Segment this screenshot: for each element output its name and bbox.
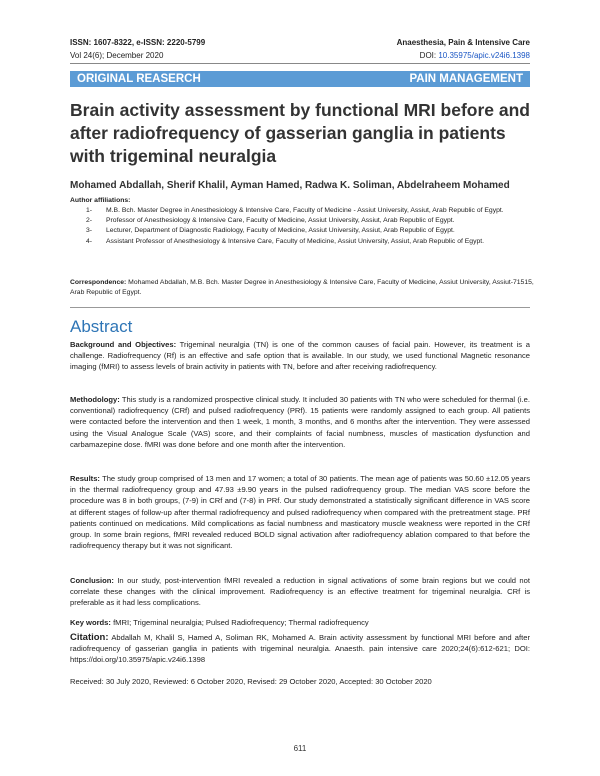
- affiliation-item: [70, 226, 540, 236]
- article-type-label: ORIGINAL REASERCH: [77, 73, 201, 85]
- volume-text: Vol 24(6); December 2020: [70, 51, 164, 60]
- article-title: Brain activity assessment by functional MRI before and after radiofrequency of gasserian ganglia in patients with trigeminal neuralgia: [70, 100, 530, 166]
- affiliation-number: 4-: [86, 237, 93, 245]
- doi-label: DOI:: [419, 51, 437, 60]
- affiliation-text: Assistant Professor of Anesthesiology & Intensive Care, Faculty of Medicine, Assiut University, Assiut, Arab Republic of Egypt.: [106, 237, 485, 245]
- issn-text: ISSN: 1607-8322, e-ISSN: 2220-5799: [70, 38, 206, 47]
- header-divider: [70, 63, 530, 64]
- section-label: PAIN MANAGEMENT: [409, 73, 523, 85]
- correspondence-label: Correspondence:: [70, 279, 127, 286]
- citation-text: Abdallah M, Khalil S, Hamed A, Soliman RK, Mohamed A. Brain activity assessment by functional MRI before and after radiofrequency of gasserian ganglia in patients with trigeminal neuralgia. Anaesth. pain intensive care 2020;24(6):612-621; DOI: https://doi.org/10.35975/apic.v24i6.1398: [70, 633, 530, 665]
- conclusion-label: Conclusion:: [70, 576, 114, 585]
- methodology-label: Methodology:: [70, 395, 120, 404]
- affiliation-text: M.B. Bch. Master Degree in Anesthesiology & Intensive Care, Faculty of Medicine - Assiut University, Assiut, Arab Republic of Egypt.: [106, 207, 504, 214]
- affiliations-heading: Author affiliations:: [70, 197, 131, 204]
- conclusion-paragraph: [70, 575, 530, 609]
- correspondence-text: Mohamed Abdallah, M.B. Bch. Master Degree in Anesthesiology & Intensive Care, Faculty of Medicine, Assiut University, Assiut-71515, Arab Republic of Egypt.: [70, 279, 534, 296]
- author-list: Mohamed Abdallah, Sherif Khalil, Ayman Hamed, Radwa K. Soliman, Abdelraheem Mohamed: [70, 180, 510, 191]
- conclusion-text: In our study, post-intervention fMRI revealed a reduction in signal activations of some brain regions but we could not correlate these changes with the clinical improvement. Radiofrequency is an effective treatment for trigeminal neuralgia. CRf is preferable as it had less complications.: [70, 576, 530, 608]
- abstract-divider: [70, 307, 530, 308]
- methodology-paragraph: [70, 394, 530, 450]
- journal-header-top: [70, 38, 530, 47]
- affiliation-text: Lecturer, Department of Diagnostic Radiology, Faculty of Medicine, Assiut University, Assiut, Arab Republic of Egypt.: [106, 227, 455, 235]
- affiliations-list: [70, 206, 540, 247]
- background-text: Trigeminal neuralgia (TN) is one of the common causes of facial pain. However, its treatment is a challenge. Radiofrequency (Rf) is an effective and safe option that is available. In our study, we used functional Magnetic resonance imaging (fMRI) to assess levels of brain activity in patients with TN, before and after receiving radiofrequency.: [70, 340, 530, 372]
- citation-paragraph: [70, 632, 530, 666]
- abstract-heading: Abstract: [70, 317, 133, 336]
- keywords-text: fMRI; Trigeminal neuralgia; Pulsed Radiofrequency; Thermal radiofrequency: [113, 618, 369, 627]
- affiliation-item: [70, 237, 540, 247]
- affiliation-text: Professor of Anesthesiology & Intensive Care, Faculty of Medicine, Assiut University, Assiut, Arab Republic of Egypt.: [106, 217, 455, 225]
- affiliation-item: [70, 216, 540, 226]
- affiliation-item: [70, 206, 540, 216]
- journal-name: Anaesthesia, Pain & Intensive Care: [396, 38, 530, 47]
- results-text: The study group comprised of 13 men and 17 women; a total of 30 patients. The mean age of patients was 50.60 ±12.05 years in the thermal radiofrequency group and 47.93 ±9.90 years in the pulsed radiofrequency group. The median VAS score before the procedure was 8 in both groups, (7-9) in CRf and (7-8) in PRf. Our study demonstrated a statistically significant difference in VAS score at different stages of follow-up after thermal radiofrequency and pulsed radiofrequency when compared with the pretreatment stage. PRf patients continued on medications. Mild complications as facial numbness and masticatory muscle weakness were reported in the CRf group. In some brain regions, fMRI revealed reduced BOLD signal activation after radiofrequency ablation compared to that before the radiofrequency therapy but it was not significant.: [70, 474, 530, 551]
- keywords-label: Key words:: [70, 618, 111, 627]
- affiliation-number: 2-: [86, 217, 93, 225]
- results-label: Results:: [70, 474, 100, 483]
- keywords-paragraph: [70, 617, 530, 628]
- background-paragraph: [70, 339, 530, 373]
- affiliation-number: 1-: [86, 207, 93, 214]
- doi-link[interactable]: 10.35975/apic.v24i6.1398: [438, 51, 530, 60]
- affiliation-number: 3-: [86, 227, 93, 235]
- page-number: 611: [293, 744, 307, 753]
- doi-line: [420, 51, 530, 60]
- methodology-text: This study is a randomized prospective clinical study. It included 30 patients with TN who were scheduled for thermal (i.e. conventional) radiofrequency (CRf) and pulsed radiofrequency (PRf). 15 patients were randomly assigned to each group. All patients were contacted before the intervention and then 1 week, 1 month, 3 months, and 6 months after the intervention. They were assessed using the Visual Analogue Scale (VAS) score, and their complaints of facial numbness, muscles of mastication dysfunction and carbamazepine dose. fMRI was done before and one month after the intervention.: [70, 395, 530, 449]
- citation-label: Citation:: [70, 632, 109, 643]
- results-paragraph: [70, 473, 530, 551]
- correspondence: [70, 278, 540, 298]
- section-band: [70, 71, 530, 87]
- received-dates: Received: 30 July 2020, Reviewed: 6 October 2020, Revised: 29 October 2020, Accepted: 30 October 2020: [70, 677, 432, 686]
- background-label: Background and Objectives:: [70, 340, 177, 349]
- journal-header-bottom: [70, 51, 530, 60]
